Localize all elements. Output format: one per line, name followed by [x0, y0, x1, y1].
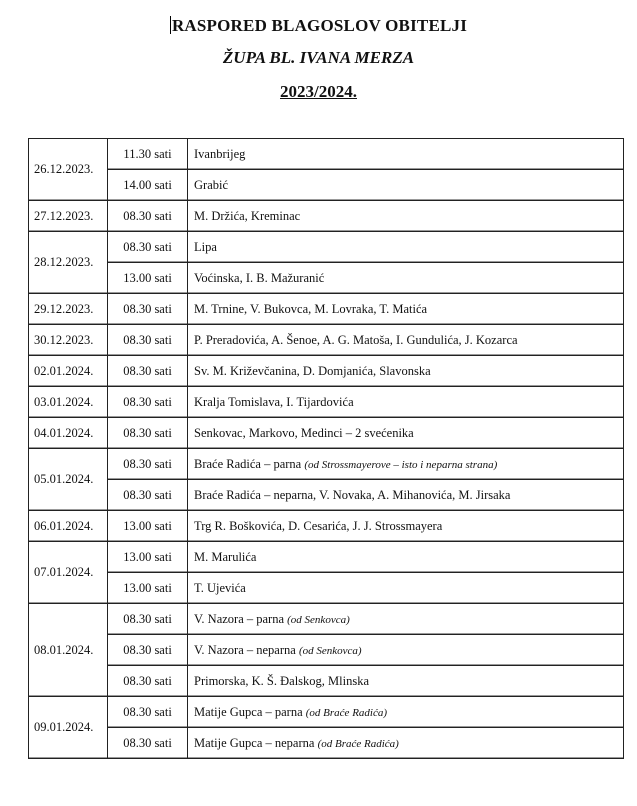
document-title-text: RASPORED BLAGOSLOV OBITELJI [171, 16, 468, 35]
schedule-location: Matije Gupca – parna [194, 704, 303, 719]
schedule-body [29, 139, 624, 759]
schedule-time: 08.30 sati [108, 294, 188, 325]
schedule-date: 04.01.2024. [29, 418, 108, 449]
schedule-location-cell [188, 573, 624, 604]
schedule-time: 08.30 sati [108, 728, 188, 759]
schedule-row [29, 232, 624, 263]
schedule-location: M. Držića, Kreminac [194, 208, 301, 223]
schedule-time: 08.30 sati [108, 325, 188, 356]
schedule-location: V. Nazora – parna [194, 611, 285, 626]
schedule-time: 08.30 sati [108, 666, 188, 697]
schedule-row [29, 294, 624, 325]
schedule-location: Primorska, K. Š. Đalskog, Mlinska [194, 673, 369, 688]
schedule-time: 08.30 sati [108, 635, 188, 666]
schedule-time: 08.30 sati [108, 480, 188, 511]
schedule-row [29, 325, 624, 356]
year-text: 2023/2024. [280, 82, 357, 101]
schedule-time: 08.30 sati [108, 356, 188, 387]
schedule-location: M. Trnine, V. Bukovca, M. Lovraka, T. Matića [194, 301, 428, 316]
schedule-date: 08.01.2024. [29, 604, 108, 697]
schedule-location-cell [188, 139, 624, 170]
schedule-location-cell [188, 387, 624, 418]
schedule-date: 07.01.2024. [29, 542, 108, 604]
schedule-time: 08.30 sati [108, 604, 188, 635]
schedule-location: Braće Radića – parna [194, 456, 302, 471]
schedule-row [29, 201, 624, 232]
schedule-time: 08.30 sati [108, 449, 188, 480]
schedule-location: P. Preradovića, A. Šenoe, A. G. Matoša, I. Gundulića, J. Kozarca [194, 332, 518, 347]
schedule-row [29, 604, 624, 635]
schedule-row [29, 728, 624, 759]
schedule-row [29, 263, 624, 294]
schedule-location: Braće Radića – neparna, V. Novaka, A. Mihanovića, M. Jirsaka [194, 487, 511, 502]
schedule-location: Grabić [194, 177, 229, 192]
schedule-time: 08.30 sati [108, 201, 188, 232]
schedule-location-cell [188, 418, 624, 449]
schedule-date: 28.12.2023. [29, 232, 108, 294]
schedule-row [29, 356, 624, 387]
schedule-time: 13.00 sati [108, 573, 188, 604]
schedule-date: 27.12.2023. [29, 201, 108, 232]
schedule-date: 06.01.2024. [29, 511, 108, 542]
schedule-date: 26.12.2023. [29, 139, 108, 201]
schedule-location-cell [188, 542, 624, 573]
schedule-time: 08.30 sati [108, 418, 188, 449]
parish-name: ŽUPA BL. IVANA MERZA [222, 48, 415, 67]
text-cursor [170, 16, 171, 34]
schedule-location: Senkovac, Markovo, Medinci – 2 svećenika [194, 425, 414, 440]
schedule-row [29, 542, 624, 573]
schedule-table [28, 138, 624, 759]
schedule-date: 30.12.2023. [29, 325, 108, 356]
schedule-date: 03.01.2024. [29, 387, 108, 418]
schedule-time: 13.00 sati [108, 263, 188, 294]
schedule-location-cell [188, 728, 624, 759]
schedule-time: 08.30 sati [108, 387, 188, 418]
schedule-row [29, 635, 624, 666]
schedule-location-cell [188, 604, 624, 635]
schedule-date: 02.01.2024. [29, 356, 108, 387]
schedule-location-cell [188, 666, 624, 697]
schedule-row [29, 387, 624, 418]
schedule-location: Ivanbrijeg [194, 146, 246, 161]
schedule-location: Lipa [194, 239, 217, 254]
schedule-time: 14.00 sati [108, 170, 188, 201]
schedule-location: Voćinska, I. B. Mažuranić [194, 270, 325, 285]
year-heading [0, 82, 637, 102]
schedule-row [29, 666, 624, 697]
schedule-location: Sv. M. Križevčanina, D. Domjanića, Slavonska [194, 363, 431, 378]
schedule-date: 05.01.2024. [29, 449, 108, 511]
schedule-row [29, 480, 624, 511]
schedule-row [29, 418, 624, 449]
schedule-time: 13.00 sati [108, 511, 188, 542]
schedule-note: (od Strossmayerove – isto i neparna strana) [304, 458, 498, 471]
schedule-row [29, 139, 624, 170]
schedule-note: (od Senkovca) [287, 613, 350, 626]
schedule-location-cell [188, 511, 624, 542]
document-title [0, 16, 637, 36]
schedule-location-cell [188, 294, 624, 325]
schedule-row [29, 697, 624, 728]
schedule-location-cell [188, 356, 624, 387]
schedule-row [29, 170, 624, 201]
schedule-location: Matije Gupca – neparna [194, 735, 315, 750]
schedule-time: 13.00 sati [108, 542, 188, 573]
schedule-location-cell [188, 697, 624, 728]
schedule-location-cell [188, 170, 624, 201]
schedule-location-cell [188, 480, 624, 511]
schedule-time: 11.30 sati [108, 139, 188, 170]
schedule-location-cell [188, 201, 624, 232]
schedule-location-cell [188, 232, 624, 263]
schedule-time: 08.30 sati [108, 232, 188, 263]
schedule-row [29, 573, 624, 604]
schedule-location-cell [188, 635, 624, 666]
schedule-row [29, 511, 624, 542]
schedule-location: T. Ujevića [194, 580, 246, 595]
schedule-date: 09.01.2024. [29, 697, 108, 759]
schedule-time: 08.30 sati [108, 697, 188, 728]
schedule-location-cell [188, 263, 624, 294]
schedule-date: 29.12.2023. [29, 294, 108, 325]
schedule-location-cell [188, 449, 624, 480]
schedule-location: Kralja Tomislava, I. Tijardovića [194, 394, 354, 409]
schedule-note: (od Braće Radića) [317, 737, 399, 750]
schedule-note: (od Braće Radića) [305, 706, 388, 719]
schedule-note: (od Senkovca) [298, 644, 362, 657]
schedule-location-cell [188, 325, 624, 356]
schedule-row [29, 449, 624, 480]
schedule-location: V. Nazora – neparna [194, 642, 296, 657]
schedule-location: M. Marulića [194, 549, 257, 564]
schedule-location: Trg R. Boškovića, D. Cesarića, J. J. Strossmayera [194, 518, 443, 533]
